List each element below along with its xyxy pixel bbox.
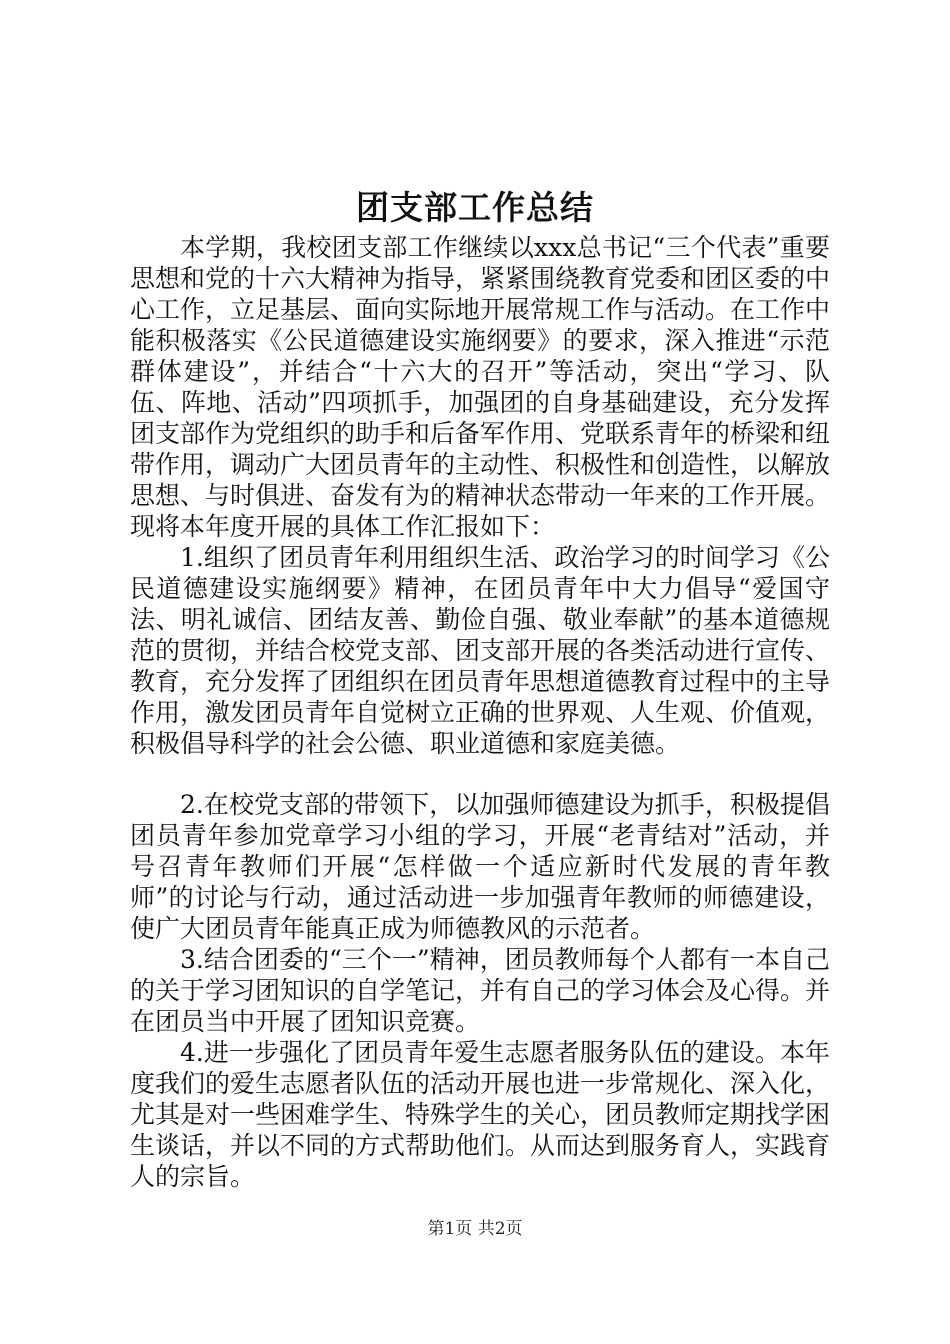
paragraph-item-3: 3.结合团委的“三个一”精神，团员教师每个人都有一本自己的关于学习团知识的自学笔记，并有自己的学习体会及心得。并在团员当中开展了团知识竞赛。 — [130, 945, 831, 1036]
paragraph-item-1: 1.组织了团员青年利用组织生活、政治学习的时间学习《公民道德建设实施纲要》精神，在团员青年中大力倡导“爱国守法、明礼诚信、团结友善、勤俭自强、敬业奉献”的基本道德规范的贯彻，并结合校党支部、团支部开展的各类活动进行宣传、教育，充分发挥了团组织在团员青年思想道德教育过程中的主导作用，激发团员青年自觉树立正确的世界观、人生观、价值观，积极倡导科学的社会公德、职业道德和家庭美德。 — [130, 543, 831, 758]
paragraph-intro: 本学期，我校团支部工作继续以xxx总书记“三个代表”重要思想和党的十六大精神为指导，紧紧围绕教育党委和团区委的中心工作，立足基层、面向实际地开展常规工作与活动。在工作中能积极落实《公民道德建设实施纲要》的要求，深入推进“示范群体建设”，并结合“十六大的召开”等活动，突出“学习、队伍、阵地、活动”四项抓手，加强团的自身基础建设，充分发挥团支部作为党组织的助手和后备军作用、党联系青年的桥梁和纽带作用，调动广大团员青年的主动性、积极性和创造性，以解放思想、与时俱进、奋发有为的精神状态带动一年来的工作开展。现将本年度开展的具体工作汇报如下： — [130, 233, 831, 541]
paragraph-item-2: 2.在校党支部的带领下，以加强师德建设为抓手，积极提倡团员青年参加党章学习小组的学习，开展“老青结对”活动，并号召青年教师们开展“怎样做一个适应新时代发展的青年教师”的讨论与行动，通过活动进一步加强青年教师的师德建设，使广大团员青年能真正成为师德教风的示范者。 — [130, 790, 830, 943]
page-number-footer: 第1页 共2页 — [427, 1219, 523, 1239]
document-title: 团支部工作总结 — [356, 188, 594, 227]
document-body — [130, 232, 830, 1192]
paragraph-item-4: 4.进一步强化了团员青年爱生志愿者服务队伍的建设。本年度我们的爱生志愿者队伍的活动开展也进一步常规化、深入化，尤其是对一些困难学生、特殊学生的关心，团员教师定期找学困生谈话，并以不同的方式帮助他们。从而达到服务育人，实践育人的宗旨。 — [130, 1038, 831, 1191]
